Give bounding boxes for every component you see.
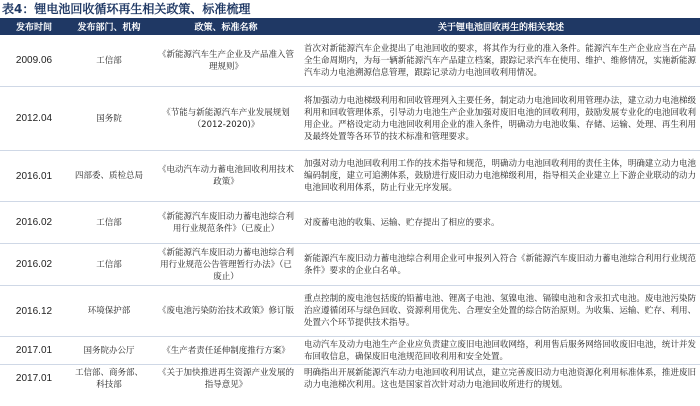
row-policy-name: 《关于加快推进再生资源产业发展的指导意见》 [157, 367, 294, 390]
row-dept: 工信部 [96, 217, 122, 228]
row-date: 2012.04 [15, 113, 53, 124]
row-dept: 工信部 [96, 55, 122, 66]
header-description: 关于锂电池回收再生的相关表述 [437, 23, 564, 33]
row-description: 明确指出开展新能源汽车动力电池回收利用试点，建立完善废旧动力电池资源化利用标准体系，推进废旧动力电池梯次利用。这也是国家首次针对动力电池回收所进行的规划。 [304, 367, 696, 390]
table-row [0, 151, 700, 202]
row-policy-name: 《废电池污染防治技术政策》修订版 [157, 306, 294, 316]
policy-table [0, 18, 700, 392]
row-date: 2016.02 [15, 259, 53, 270]
row-policy-name: 《新能源汽车废旧动力蓄电池综合利用行业规范公告管理暂行办法》（已废止） [157, 247, 294, 282]
row-description: 电动汽车及动力电池生产企业应负责建立废旧电池回收网络，利用售后服务网络回收废旧电池，统计并发布回收信息，确保废旧电池规范回收利用和安全处置。 [304, 339, 696, 362]
row-policy-name: 《新能源汽车生产企业及产品准入管理规则》 [157, 49, 294, 72]
row-description: 将加强动力电池梯级利用和回收管理列入主要任务，制定动力电池回收利用管理办法，建立动力电池梯级利用和回收管理体系，引导动力电池生产企业加强对废旧电池的回收利用，鼓励发展专业化的电池回收利用企业。严格设定动力电池回收利用企业的准入条件，明确动力电池收集、存储、运输、处理、再生利用及最终处置等各环节的技术标准和管理要求。 [304, 95, 696, 142]
row-date: 2016.12 [15, 305, 53, 317]
row-dept: 四部委、质检总局 [74, 171, 143, 181]
table-row [0, 87, 700, 151]
row-dept: 工信部、商务部、科技部 [74, 367, 143, 390]
row-dept: 国务院办公厅 [83, 345, 135, 356]
table-row [0, 365, 700, 392]
row-description: 重点控制的废电池包括废的铅蓄电池、锂离子电池、氢镍电池、镉镍电池和含汞扣式电池。废电池污染防治应遵循闭环与绿色回收、资源利用优先、合理安全处置的综合防治原则。为收集、运输、贮存、利用、处置六个环节提供技术指导。 [304, 294, 696, 328]
row-dept: 环境保护部 [87, 306, 131, 316]
row-policy-name: 《生产者责任延伸制度推行方案》 [162, 345, 290, 356]
table-row [0, 286, 700, 337]
row-date: 2017.01 [15, 373, 53, 384]
table-row [0, 35, 700, 87]
row-description: 首次对新能源汽车企业提出了电池回收的要求，将其作为行业的准入条件。能源汽车生产企业应当在产品全生命周期内，为每一辆新能源汽车产品建立档案，跟踪记录汽车在使用、维护、维修情况，实施新能源汽车动力电池溯源信息管理，跟踪记录动力电池回收利用情况。 [304, 43, 696, 78]
table-row [0, 202, 700, 244]
row-dept: 国务院 [96, 113, 122, 124]
row-description: 新能源汽车废旧动力蓄电池综合利用企业可申报列入符合《新能源汽车废旧动力蓄电池综合利用行业规范条件》要求的企业白名单。 [304, 253, 696, 276]
row-date: 2016.02 [15, 217, 53, 228]
row-policy-name: 《节能与新能源汽车产业发展规划（2012-2020)》 [162, 107, 290, 130]
table-row [0, 244, 700, 286]
row-date: 2016.01 [15, 170, 53, 182]
row-description: 加强对动力电池回收利用工作的技术指导和规范，明确动力电池回收利用的责任主体，明确建立动力电池编码制度，建立可追溯体系，鼓励进行废旧动力电池梯级利用，指导相关企业建立上下游企业联动的动力电池回收利用体系，防止行业无序发展。 [304, 159, 696, 193]
row-date: 2017.01 [15, 345, 53, 356]
table-title: 表4：锂电池回收循环再生相关政策、标准梳理 [2, 2, 251, 16]
table-header [0, 18, 700, 35]
row-dept: 工信部 [96, 259, 122, 270]
header-policy-name: 政策、标准名称 [194, 23, 258, 33]
row-policy-name: 《新能源汽车废旧动力蓄电池综合利用行业规范条件》（已废止） [157, 211, 294, 234]
header-date: 发布时间 [15, 23, 52, 33]
row-date: 2009.06 [15, 55, 53, 66]
table-row [0, 337, 700, 365]
header-dept: 发布部门、机构 [77, 23, 141, 33]
row-description: 对废蓄电池的收集、运输、贮存提出了相应的要求。 [304, 217, 500, 228]
row-policy-name: 《电动汽车动力蓄电池回收利用技术政策》 [157, 165, 294, 187]
